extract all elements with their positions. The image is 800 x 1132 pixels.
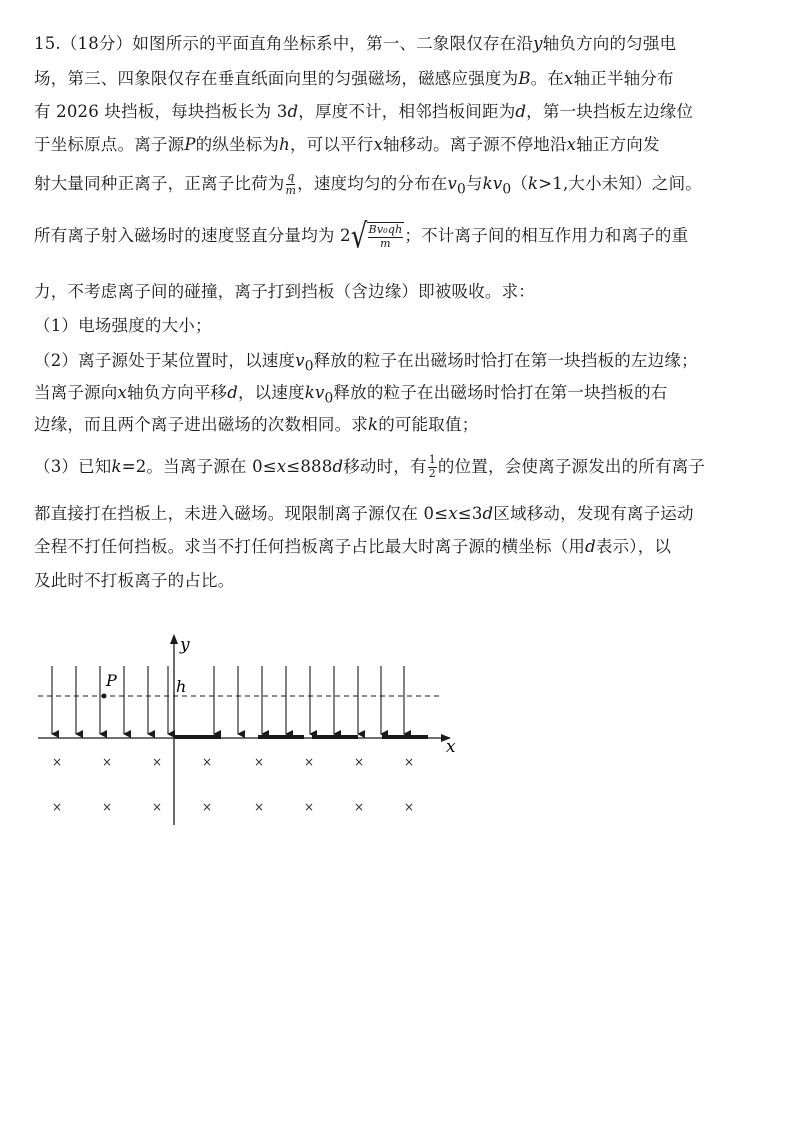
one-half: $\frac{1}{2}$ (428, 453, 436, 480)
field-cross: × (102, 800, 113, 814)
field-cross: × (254, 800, 265, 814)
x-axis-label: x (446, 737, 456, 757)
sqrt-expression: √ $\frac{\text{Bv₀qh}}{m}$ (350, 217, 403, 256)
problem-line-7: 力，不考虑离子间的碰撞，离子打到挡板（含边缘）即被吸收。求： (34, 282, 535, 301)
field-cross: × (152, 755, 163, 769)
field-cross: × (404, 755, 415, 769)
field-cross: × (304, 800, 315, 814)
question-3-line-3: 全程不打任何挡板。求当不打任何挡板离子占比最大时离子源的横坐标（用d表示），以 (34, 537, 672, 556)
question-2-line-2: 当离子源向x轴负方向平移d，以速度$kv_0$释放的粒子在出磁场时恰打在第一块挡板的右 (34, 383, 668, 407)
question-3-line-1: （3）已知k=2。当离子源在 0≤x≤888d移动时，有 $\frac{1}{2}$ 的位置，会使离子源发出的所有离子 (34, 453, 706, 480)
field-cross: × (304, 755, 315, 769)
question-1: （1）电场强度的大小； (34, 316, 212, 335)
question-2-line-3: 边缘，而且两个离子进出磁场的次数相同。求k的可能取值； (34, 415, 479, 434)
problem-line-3: 有 2026 块挡板，每块挡板长为 3d，厚度不计，相邻挡板间距为d，第一块挡板左边缘位 (34, 102, 694, 121)
field-cross: × (102, 755, 113, 769)
field-cross: × (254, 755, 265, 769)
problem-line-1: 15.（18分）如图所示的平面直角坐标系中，第一、二象限仅存在沿y轴负方向的匀强电 (34, 34, 677, 53)
problem-line-6: 所有离子射入磁场时的速度竖直分量均为 2 √ $\frac{\text{Bv₀qh}}{m}$ ；不计离子间的相互作用力和离子的重 (34, 217, 689, 256)
coordinate-diagram (0, 620, 800, 840)
problem-line-4: 于坐标原点。离子源P的纵坐标为h，可以平行x轴移动。离子源不停地沿x轴正方向发 (34, 135, 660, 154)
field-cross: × (52, 755, 63, 769)
y-axis-arrowhead (170, 634, 178, 644)
question-2-line-1: （2）离子源处于某位置时，以速度$v_0$释放的粒子在出磁场时恰打在第一块挡板的左边缘； (34, 351, 698, 375)
magnetic-field-crosses (52, 755, 414, 814)
problem-line-2: 场，第三、四象限仅存在垂直纸面向里的匀强磁场，磁感应强度为B。在x轴正半轴分布 (34, 69, 674, 88)
field-cross: × (354, 755, 365, 769)
electric-field-arrows (52, 666, 404, 734)
question-3-line-2: 都直接打在挡板上，未进入磁场。现限制离子源仅在 0≤x≤3d区域移动，发现有离子运动 (34, 504, 694, 523)
ion-source-dot (102, 694, 107, 699)
field-cross: × (202, 755, 213, 769)
field-cross: × (52, 800, 63, 814)
field-cross: × (202, 800, 213, 814)
charge-mass-ratio: $\frac{q}{m}$ (285, 170, 297, 197)
source-label-P: P (106, 671, 117, 690)
field-cross: × (354, 800, 365, 814)
y-axis-label: y (180, 635, 190, 655)
field-cross: × (152, 800, 163, 814)
height-label-h: h (176, 677, 187, 696)
problem-line-5: 射大量同种正离子，正离子比荷为 $\frac{q}{m}$ ，速度均匀的分布在$v_0$与$kv_0(k>1$,大小未知）之间。 (34, 170, 703, 198)
field-cross: × (404, 800, 415, 814)
question-3-line-4: 及此时不打板离子的占比。 (34, 571, 235, 590)
